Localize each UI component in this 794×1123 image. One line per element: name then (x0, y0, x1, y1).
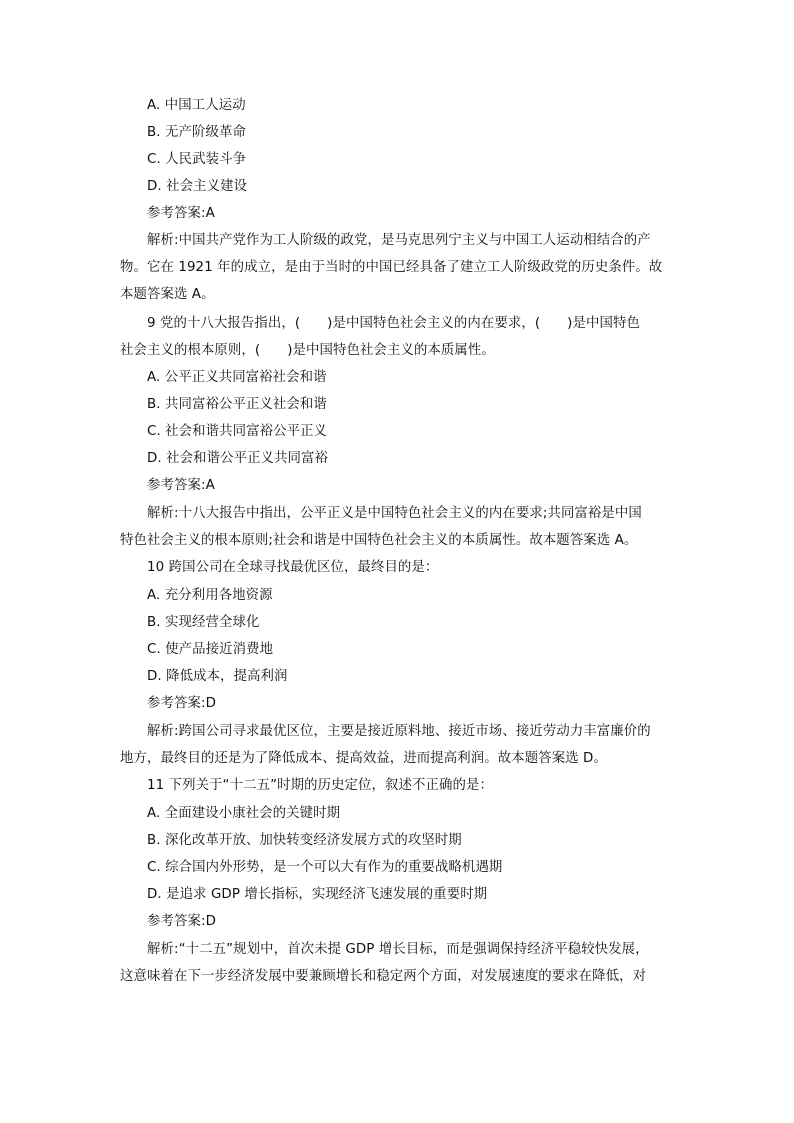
q11-option-b: B. 深化改革开放、加快转变经济发展方式的攻坚时期 (147, 833, 462, 848)
q9-option-a: A. 公平正义共同富裕社会和谐 (147, 370, 327, 385)
q9-option-b: B. 共同富裕公平正义社会和谐 (147, 397, 327, 412)
q11-option-a: A. 全面建设小康社会的关键时期 (147, 806, 341, 821)
q9-option-d: D. 社会和谐公平正义共同富裕 (147, 451, 329, 466)
q10-option-b: B. 实现经营全球化 (147, 615, 260, 630)
q9-question-line-2: 社会主义的根本原则，( )是中国特色社会主义的本质属性。 (120, 343, 495, 358)
q9-question-line-1: 9 党的十八大报告指出，( )是中国特色社会主义的内在要求，( )是中国特色 (147, 316, 640, 331)
q11-analysis-line-1: 解析:“十二五”规划中，首次未提 GDP 增长目标，而是强调保持经济平稳较快发展， (147, 942, 649, 957)
q10-analysis-line-1: 解析:跨国公司寻求最优区位，主要是接近原料地、接近市场、接近劳动力丰富廉价的 (147, 724, 651, 739)
q8-analysis-line-1: 解析:中国共产党作为工人阶级的政党，是马克思列宁主义与中国工人运动相结合的产 (147, 233, 651, 248)
q8-option-b: B. 无产阶级革命 (147, 125, 246, 140)
q8-option-c: C. 人民武装斗争 (147, 152, 247, 167)
q9-analysis-line-1: 解析:十八大报告中指出，公平正义是中国特色社会主义的内在要求;共同富裕是中国 (147, 506, 642, 521)
q8-option-d: D. 社会主义建设 (147, 179, 248, 194)
q10-analysis-line-2: 地方，最终目的还是为了降低成本、提高效益，进而提高利润。故本题答案选 D。 (120, 751, 607, 766)
q9-option-c: C. 社会和谐共同富裕公平正义 (147, 424, 328, 439)
q10-question: 10 跨国公司在全球寻找最优区位，最终目的是： (147, 560, 439, 575)
q11-option-c: C. 综合国内外形势，是一个可以大有作为的重要战略机遇期 (147, 860, 503, 875)
q9-answer: 参考答案:A (147, 478, 215, 493)
q10-option-a: A. 充分利用各地资源 (147, 588, 273, 603)
q10-answer: 参考答案:D (147, 696, 216, 711)
q8-analysis-line-2: 物。它在 1921 年的成立，是由于当时的中国已经具备了建立工人阶级政党的历史条件。故 (120, 260, 663, 275)
q8-option-a: A. 中国工人运动 (147, 98, 246, 113)
q10-option-c: C. 使产品接近消费地 (147, 642, 274, 657)
q9-analysis-line-2: 特色社会主义的根本原则;社会和谐是中国特色社会主义的本质属性。故本题答案选 A。 (120, 533, 638, 548)
q11-option-d: D. 是追求 GDP 增长指标，实现经济飞速发展的重要时期 (147, 887, 488, 902)
q11-analysis-line-2: 这意味着在下一步经济发展中要兼顾增长和稳定两个方面，对发展速度的要求在降低，对 (120, 969, 647, 984)
q10-option-d: D. 降低成本，提高利润 (147, 669, 288, 684)
q11-question: 11 下列关于“十二五”时期的历史定位，叙述不正确的是： (147, 778, 493, 793)
q8-answer: 参考答案:A (147, 206, 215, 221)
q8-analysis-line-3: 本题答案选 A。 (120, 287, 215, 302)
q11-answer: 参考答案:D (147, 914, 216, 929)
